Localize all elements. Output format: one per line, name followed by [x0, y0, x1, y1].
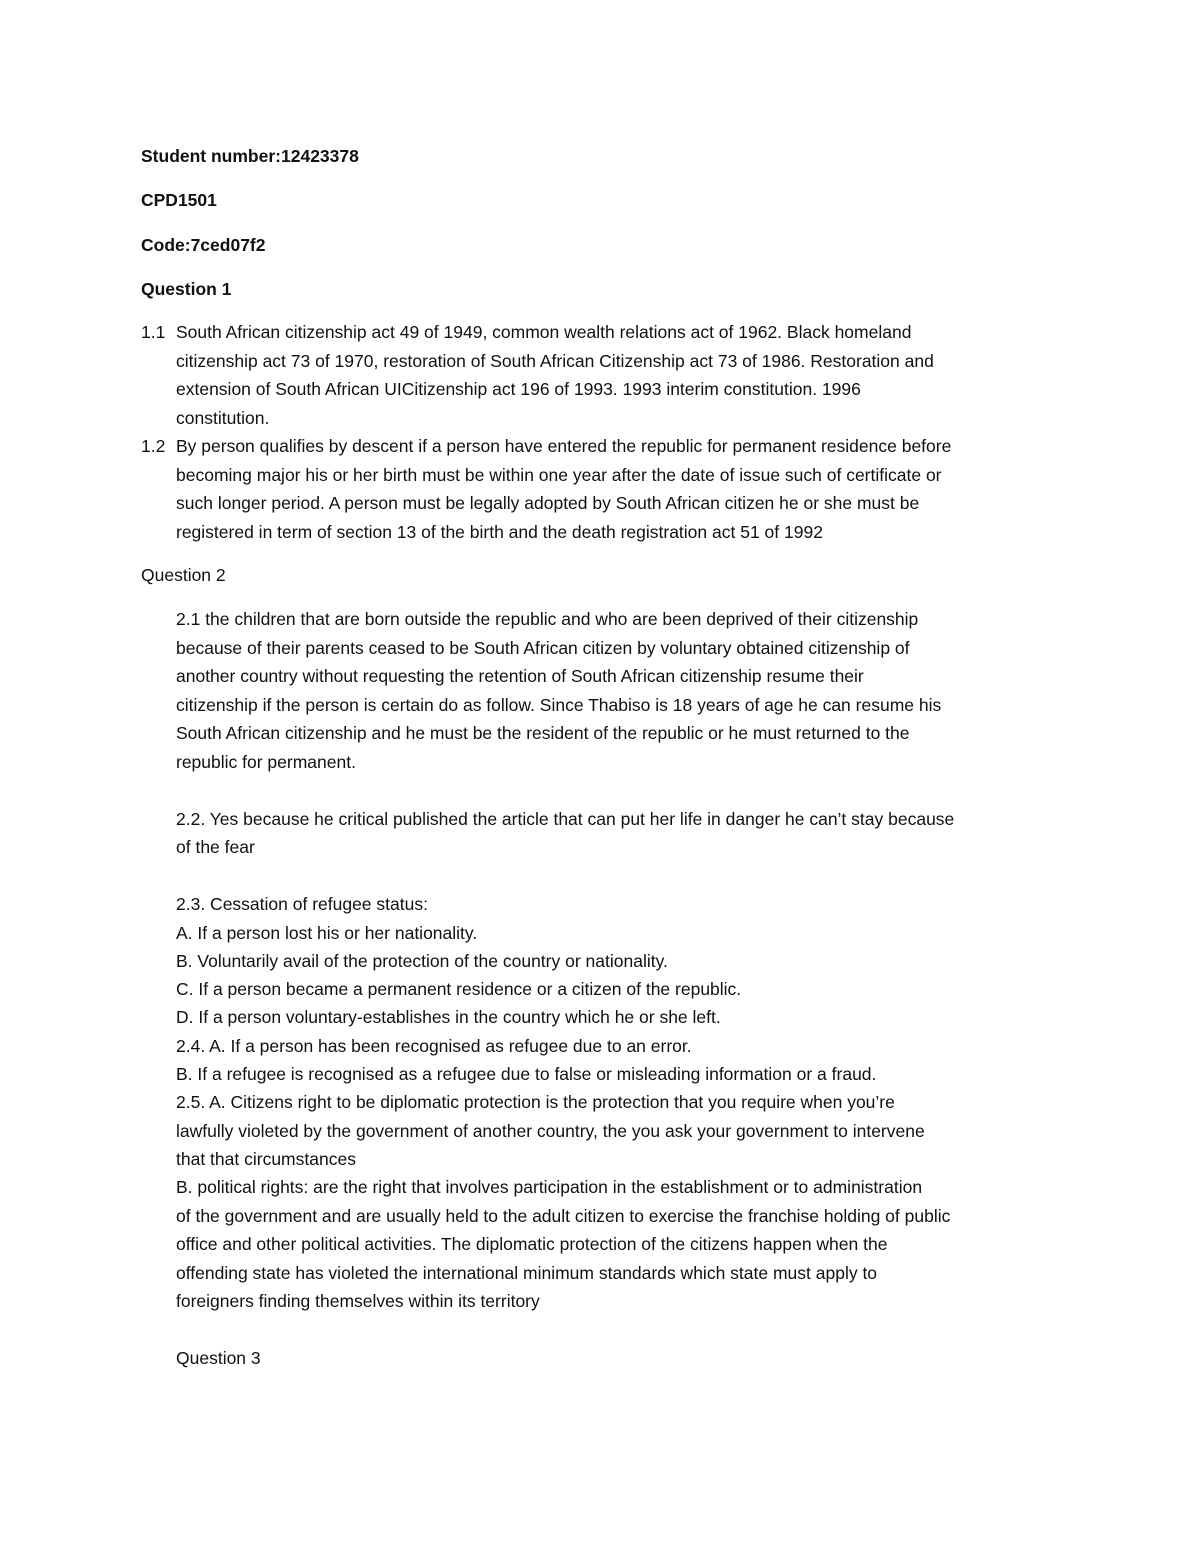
student-number: Student number:12423378	[141, 146, 359, 166]
answer-line: extension of South African UICitizenship act 196 of 1993. 1993 interim constitution. 1996	[176, 379, 861, 399]
answer-line: A. If a person lost his or her nationality.	[176, 923, 478, 943]
answer-line: 2.4. A. If a person has been recognised as refugee due to an error.	[176, 1036, 692, 1056]
answer-line: republic for permanent.	[176, 752, 356, 772]
question-1-heading: Question 1	[141, 279, 232, 299]
answer-line: foreigners finding themselves within its territory	[176, 1291, 540, 1311]
answer-line: office and other political activities. The diplomatic protection of the citizens happen when the	[176, 1234, 888, 1254]
answer-line: B. political rights: are the right that involves participation in the establishment or to administration	[176, 1177, 923, 1197]
assignment-code: Code:7ced07f2	[141, 235, 266, 255]
answer-line: such longer period. A person must be legally adopted by South African citizen he or she must be	[176, 493, 920, 513]
answer-line: becoming major his or her birth must be within one year after the date of issue such of certificate or	[176, 465, 942, 485]
answer-line: constitution.	[176, 408, 270, 428]
question-3-heading: Question 3	[176, 1348, 261, 1368]
answer-line: citizenship act 73 of 1970, restoration of South African Citizenship act 73 of 1986. Restoration and	[176, 351, 934, 371]
answer-line: South African citizenship act 49 of 1949, common wealth relations act of 1962. Black homeland	[176, 322, 912, 342]
answer-line: of the government and are usually held to the adult citizen to exercise the franchise holding of public	[176, 1206, 951, 1226]
answer-line: registered in term of section 13 of the birth and the death registration act 51 of 1992	[176, 522, 823, 542]
answer-line: 2.2. Yes because he critical published the article that can put her life in danger he can’t stay because	[176, 809, 955, 829]
answer-line: 2.3. Cessation of refugee status:	[176, 894, 428, 914]
item-number: 1.2	[141, 436, 166, 456]
answer-line: 2.1 the children that are born outside the republic and who are been deprived of their citizenship	[176, 609, 919, 629]
answer-line: 2.5. A. Citizens right to be diplomatic protection is the protection that you require when you’re	[176, 1092, 895, 1112]
item-number: 1.1	[141, 322, 166, 342]
answer-line: because of their parents ceased to be South African citizen by voluntary obtained citizenship of	[176, 638, 910, 658]
answer-line: offending state has violeted the international minimum standards which state must apply to	[176, 1263, 878, 1283]
answer-line: of the fear	[176, 837, 255, 857]
question-2-heading: Question 2	[141, 565, 226, 585]
answer-line: B. Voluntarily avail of the protection of the country or nationality.	[176, 951, 668, 971]
answer-line: that that circumstances	[176, 1149, 356, 1169]
answer-line: C. If a person became a permanent residence or a citizen of the republic.	[176, 979, 742, 999]
answer-line: South African citizenship and he must be the resident of the republic or he must returned to the	[176, 723, 910, 743]
course-code: CPD1501	[141, 190, 217, 210]
answer-line: D. If a person voluntary-establishes in the country which he or she left.	[176, 1007, 721, 1027]
answer-line: another country without requesting the retention of South African citizenship resume their	[176, 666, 864, 686]
answer-line: B. If a refugee is recognised as a refugee due to false or misleading information or a fraud.	[176, 1064, 877, 1084]
answer-line: citizenship if the person is certain do as follow. Since Thabiso is 18 years of age he can resume his	[176, 695, 942, 715]
answer-line: lawfully violeted by the government of another country, the you ask your government to intervene	[176, 1121, 925, 1141]
answer-line: By person qualifies by descent if a person have entered the republic for permanent residence before	[176, 436, 952, 456]
